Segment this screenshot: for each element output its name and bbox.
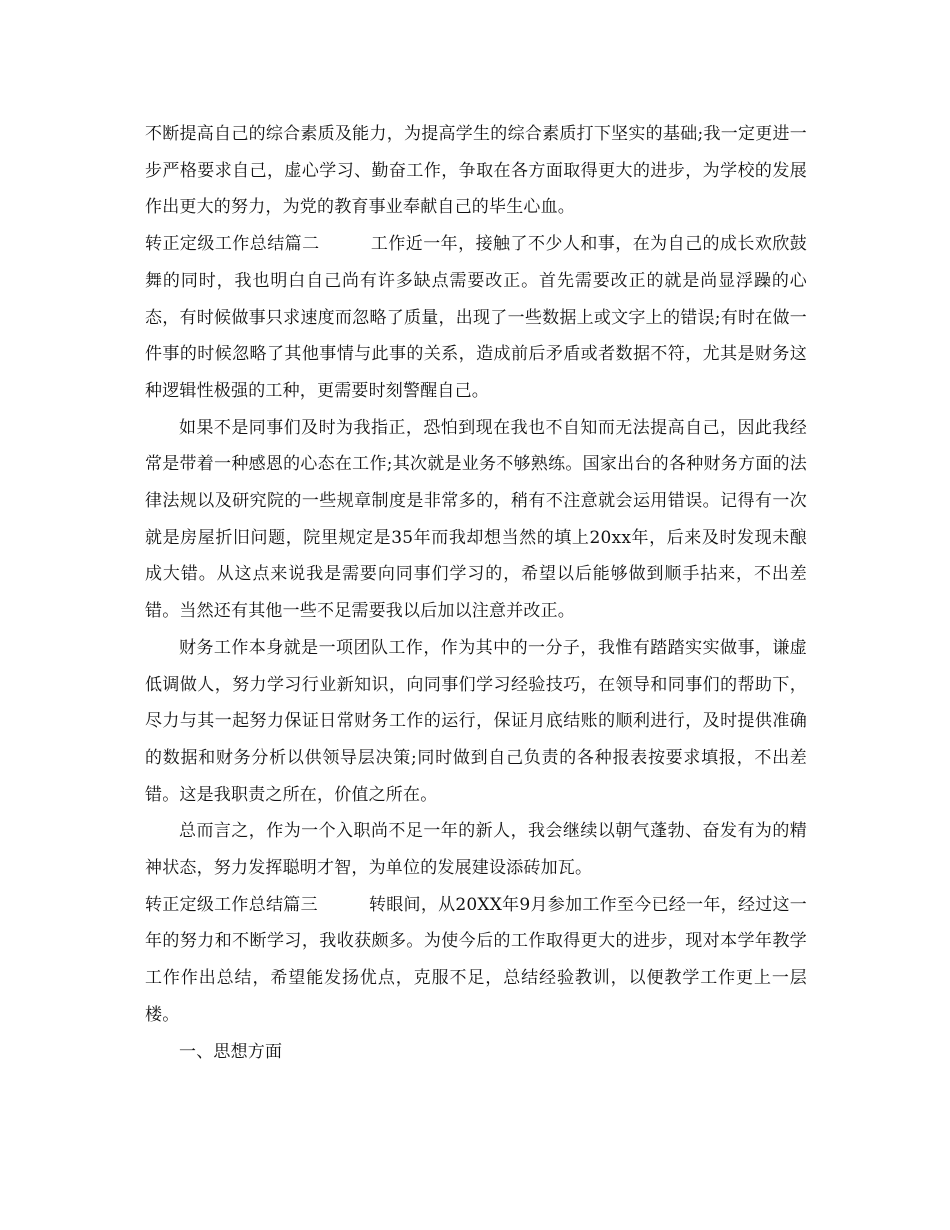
section-heading-two: 转正定级工作总结篇二: [145, 234, 320, 255]
paragraph-teamwork: 财务工作本身就是一项团队工作，作为其中的一分子，我惟有踏踏实实做事，谦虚低调做人，努力学习行业新知识，向同事们学习经验技巧，在领导和同事们的帮助下，尽力与其一起努力保证日常财务工作的运行，保证月底结账的顺利进行，及时提供准确的数据和财务分析以供领导层决策;同时做到自己负责的各种报表按要求填报，不出差错。这是我职责之所在，价值之所在。: [145, 637, 807, 805]
section-two-text: 工作近一年，接触了不少人和事，在为自己的成长欢欣鼓舞的同时，我也明白自己尚有许多缺点需要改正。首先需要改正的就是尚显浮躁的心态，有时候做事只求速度而忽略了质量，出现了一些数据上或文字上的错误;有时在做一件事的时候忽略了其他事情与此事的关系，造成前后矛盾或者数据不符，尤其是财务这种逻辑性极强的工种，更需要时刻警醒自己。: [145, 234, 808, 401]
paragraph-colleague-correction: 如果不是同事们及时为我指正，恐怕到现在我也不自知而无法提高自己，因此我经常是带着一种感恩的心态在工作;其次就是业务不够熟练。国家出台的各种财务方面的法律法规以及研究院的一些规章制度是非常多的，稍有不注意就会运用错误。记得有一次就是房屋折旧问题，院里规定是35年而我却想当然的填上20xx年，后来及时发现未酿成大错。从这点来说我是需要向同事们学习的，希望以后能够做到顺手拈来，不出差错。当然还有其他一些不足需要我以后加以注意并改正。: [145, 417, 807, 622]
section-heading-three: 转正定级工作总结篇三: [145, 894, 318, 915]
document-body: [145, 116, 807, 1070]
paragraph-summary: 总而言之，作为一个入职尚不足一年的新人，我会继续以朝气蓬勃、奋发有为的精神状态，努力发挥聪明才智，为单位的发展建设添砖加瓦。: [145, 821, 807, 879]
paragraph-section-three: [145, 887, 807, 1034]
section-three-text: 转眼间，从20XX年9月参加工作至今已经一年，经过这一年的努力和不断学习，我收获颇多。为使今后的工作取得更大的进步，现对本学年教学工作作出总结，希望能发扬优点，克服不足，总结经验教训，以便教学工作更上一层楼。: [145, 894, 808, 1025]
paragraph-continuation: 不断提高自己的综合素质及能力，为提高学生的综合素质打下坚实的基础;我一定更进一步严格要求自己，虚心学习、勤奋工作，争取在各方面取得更大的进步，为学校的发展作出更大的努力，为党的教育事业奉献自己的毕生心血。: [145, 124, 807, 218]
paragraph-section-two: [145, 226, 807, 410]
subheading-ideology: 一、思想方面: [179, 1041, 283, 1062]
